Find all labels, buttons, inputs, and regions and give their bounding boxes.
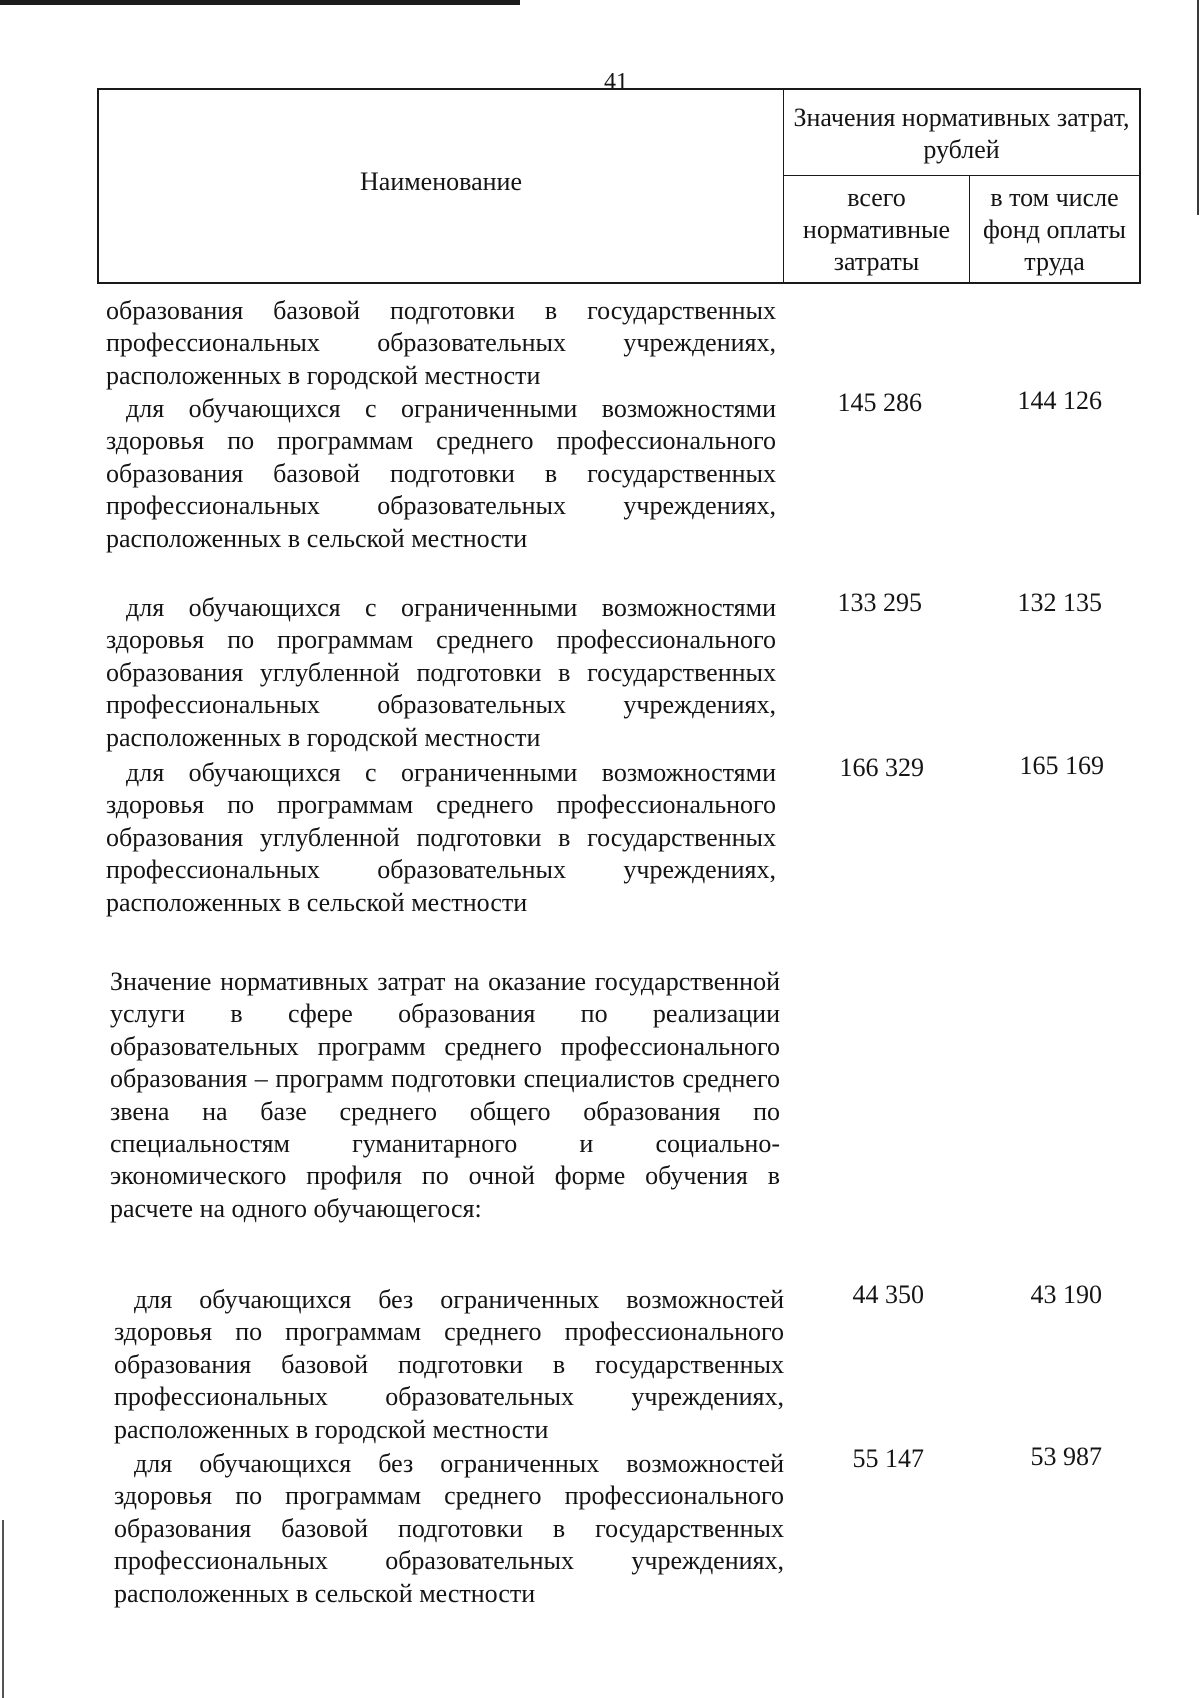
- row-text: для обучающихся без ограниченных возможностей здоровья по программам среднего профессионального образования базовой подготовки в государственных профессиональных образовательных учреждениях, расположенных в сельской местности: [114, 1449, 784, 1608]
- scan-edge-left: [2, 1520, 4, 1698]
- row-text: для обучающихся с ограниченными возможностями здоровья по программам среднего профессионального образования углубленной подготовки в государственных профессиональных образовательных учреждениях, расположенных в сельской местности: [106, 758, 776, 917]
- row-wage-fund-value: 43 190: [1030, 1280, 1102, 1309]
- scan-edge-top: [0, 0, 520, 5]
- row-total-value: 133 295: [837, 588, 922, 617]
- row-total-value: 44 350: [852, 1280, 924, 1309]
- page-number: 41: [604, 69, 628, 95]
- row-text: Значение нормативных затрат на оказание государственной услуги в сфере образования по реализации образовательных программ среднего профессионального образования – программ подготовки специалистов среднего звена на базе среднего общего образования по специальностям гуманитарного и социально-экономического профиля по очной форме обучения в расчете на одного обучающегося:: [110, 967, 780, 1223]
- row-wage-fund-value: 53 987: [1030, 1442, 1102, 1471]
- row-text: для обучающихся с ограниченными возможностями здоровья по программам среднего профессионального образования углубленной подготовки в государственных профессиональных образовательных учреждениях, расположенных в городской местности: [106, 593, 776, 752]
- header-total-column: всего нормативные затраты: [784, 176, 970, 282]
- header-wage-fund-column: в том числе фонд оплаты труда: [982, 183, 1127, 276]
- header-values-column: Значения нормативных затрат, рублей: [784, 90, 1139, 176]
- row-text: для обучающихся без ограниченных возможностей здоровья по программам среднего профессионального образования базовой подготовки в государственных профессиональных образовательных учреждениях, расположенных в городской местности: [114, 1285, 784, 1444]
- row-total-value: 166 329: [839, 753, 924, 782]
- row-text: образования базовой подготовки в государственных профессиональных образовательных учреждениях, расположенных в городской местности: [106, 296, 776, 390]
- row-wage-fund-value: 165 169: [1019, 751, 1104, 780]
- row-text: для обучающихся с ограниченными возможностями здоровья по программам среднего профессионального образования базовой подготовки в государственных профессиональных образовательных учреждениях, расположенных в сельской местности: [106, 394, 776, 553]
- row-total-value: 55 147: [852, 1444, 924, 1473]
- header-name-column: Наименование: [99, 90, 784, 282]
- row-total-value: 145 286: [837, 388, 922, 417]
- table-header: [97, 88, 1141, 284]
- scan-edge-right: [1197, 0, 1199, 215]
- row-wage-fund-value: 132 135: [1017, 588, 1102, 617]
- row-wage-fund-value: 144 126: [1017, 386, 1102, 415]
